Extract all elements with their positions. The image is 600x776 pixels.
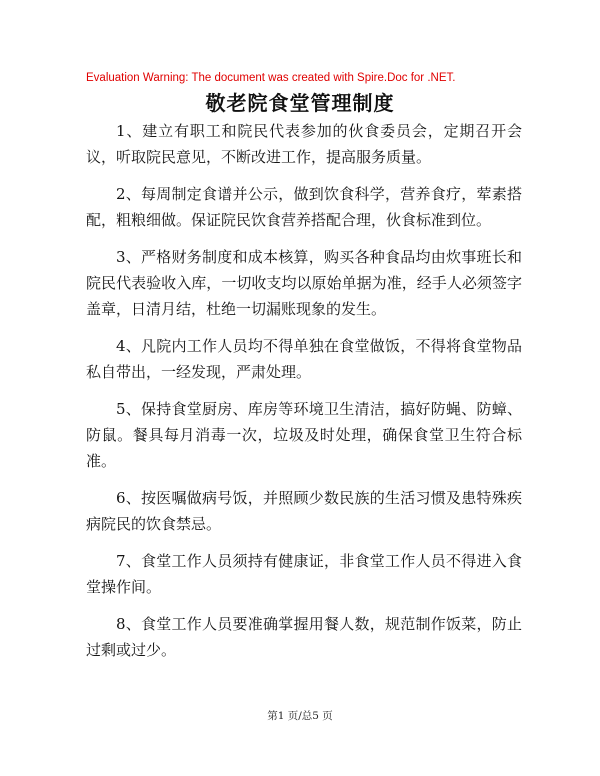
paragraph-6: 6、按医嘱做病号饭，并照顾少数民族的生活习惯及患特殊疾病院民的饮食禁忌。 — [86, 489, 522, 533]
paragraph-3: 3、严格财务制度和成本核算，购买各种食品均由炊事班长和院民代表验收入库，一切收支均以原始单据为准，经手人必须签字盖章，日清月结，杜绝一切漏账现象的发生。 — [86, 248, 522, 318]
paragraph-1: 1、建立有职工和院民代表参加的伙食委员会，定期召开会议，听取院民意见，不断改进工作，提高服务质量。 — [86, 122, 522, 166]
paragraph-5: 5、保持食堂厨房、库房等环境卫生清洁，搞好防蝇、防蟑、防鼠。餐具每月消毒一次，垃圾及时处理，确保食堂卫生符合标准。 — [86, 400, 522, 470]
paragraph-8: 8、食堂工作人员要准确掌握用餐人数，规范制作饭菜，防止过剩或过少。 — [86, 615, 522, 659]
document-body — [86, 118, 522, 674]
paragraph-7: 7、食堂工作人员须持有健康证，非食堂工作人员不得进入食堂操作间。 — [86, 552, 522, 596]
paragraph-2: 2、每周制定食谱并公示，做到饮食科学，营养食疗，荤素搭配，粗粮细做。保证院民饮食营养搭配合理，伙食标准到位。 — [86, 185, 522, 229]
document-title: 敬老院食堂管理制度 — [205, 91, 395, 115]
page-footer: 第1 页/总5 页 — [267, 710, 333, 722]
paragraph-4: 4、凡院内工作人员均不得单独在食堂做饭，不得将食堂物品私自带出，一经发现，严肃处理。 — [86, 337, 522, 381]
evaluation-warning: Evaluation Warning: The document was created with Spire.Doc for .NET. — [86, 72, 456, 84]
